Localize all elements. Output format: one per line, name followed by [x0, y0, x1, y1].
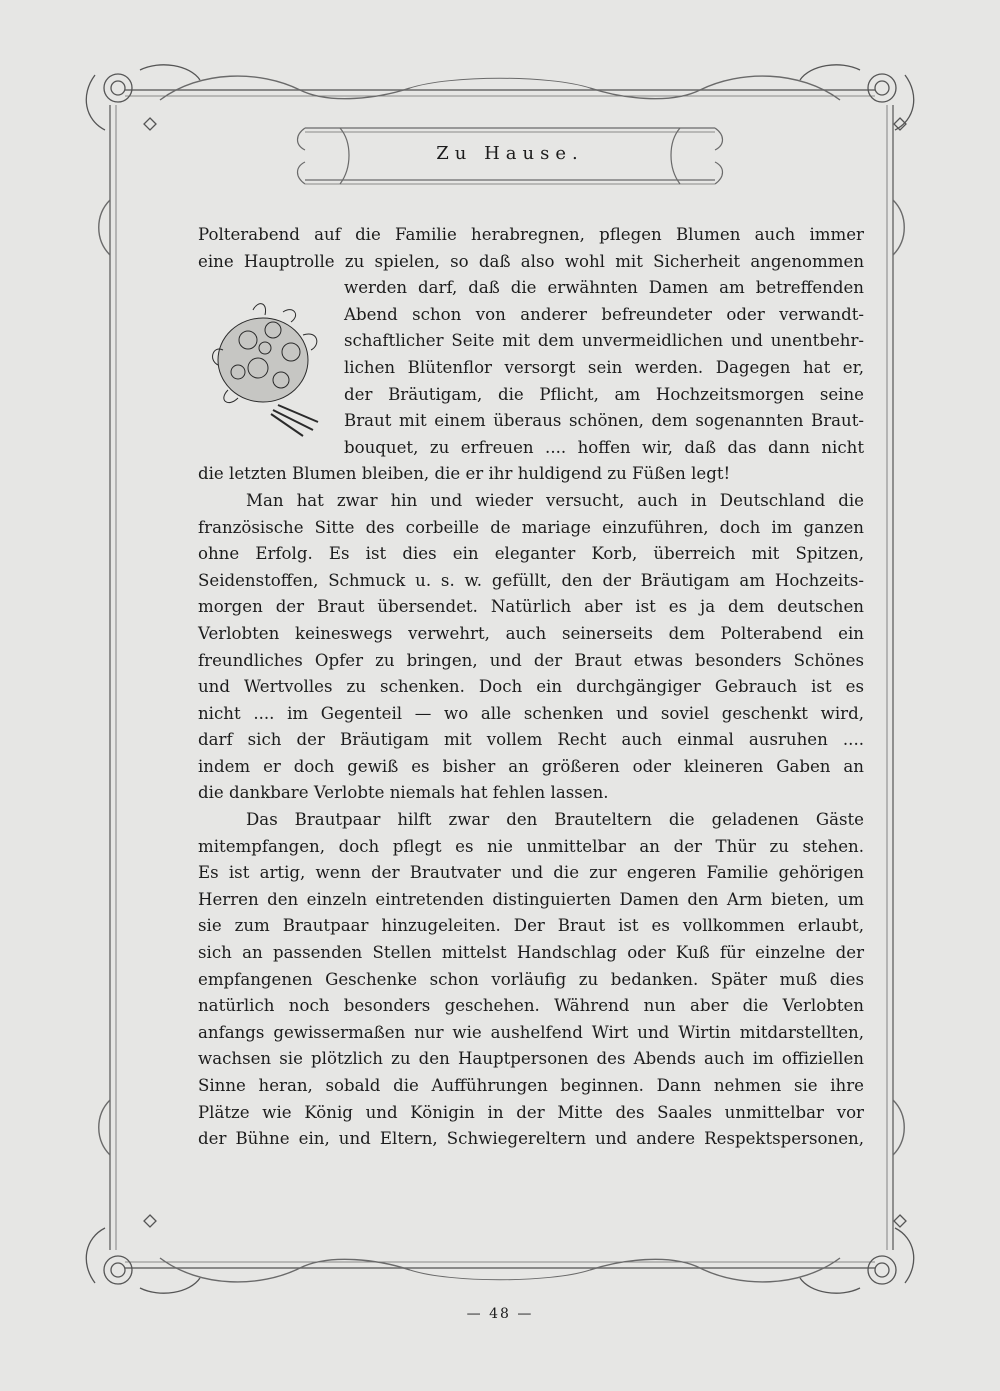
- text-line: der Bühne ein, und Eltern, Schwiegereltern und andere Respektspersonen,: [198, 1129, 864, 1149]
- text-line: lichen Blütenflor versorgt sein werden. Dagegen hat er,: [344, 357, 864, 377]
- text-line: sich an passenden Stellen mittelst Handschlag oder Kuß für einzelne der: [198, 943, 864, 963]
- text-line: anfangs gewissermaßen nur wie aushelfend Wirt und Wirtin mitdarstellten,: [198, 1022, 864, 1042]
- text-line: Abend schon von anderer befreundeter oder verwandt-: [344, 304, 864, 324]
- text-line: Polterabend auf die Familie herabregnen, pflegen Blumen auch immer: [198, 225, 864, 244]
- text-line: und Wertvolles zu schenken. Doch ein durchgängiger Gebrauch ist es: [198, 677, 864, 697]
- text-line: Es ist artig, wenn der Brautvater und die zur engeren Familie gehörigen: [198, 863, 864, 883]
- text-line: Man hat zwar hin und wieder versucht, auch in Deutschland die: [246, 490, 864, 510]
- page-number: — 48 —: [466, 1306, 534, 1322]
- text-line: freundliches Opfer zu bringen, und der Braut etwas besonders Schönes: [198, 650, 864, 670]
- text-line: die dankbare Verlobte niemals hat fehlen lassen.: [198, 783, 609, 803]
- text-line: Plätze wie König und Königin in der Mitte des Saales unmittelbar vor: [198, 1102, 864, 1122]
- text-line: Verlobten keineswegs verwehrt, auch seinerseits dem Polterabend ein: [198, 623, 864, 643]
- text-line: morgen der Braut übersendet. Natürlich aber ist es ja dem deutschen: [198, 597, 864, 617]
- text-line: sie zum Brautpaar hinzugeleiten. Der Braut ist es vollkommen erlaubt,: [198, 916, 864, 936]
- text-line: Herren den einzeln eintretenden distinguierten Damen den Arm bieten, um: [198, 889, 864, 909]
- text-line: der Bräutigam, die Pflicht, am Hochzeitsmorgen seine: [344, 384, 864, 404]
- text-line: Seidenstoffen, Schmuck u. s. w. gefüllt, den der Bräutigam am Hochzeits-: [198, 570, 864, 590]
- text-line: wachsen sie plötzlich zu den Hauptpersonen des Abends auch im offiziellen: [198, 1049, 864, 1069]
- text-line: ohne Erfolg. Es ist dies ein eleganter Korb, überreich mit Spitzen,: [198, 544, 864, 564]
- running-header-title: Zu Hause.: [436, 143, 584, 164]
- text-line: nicht .... im Gegenteil — wo alle schenken und soviel geschenkt wird,: [198, 703, 864, 723]
- text-line: Das Brautpaar hilft zwar den Brauteltern die geladenen Gäste: [246, 810, 864, 830]
- text-line: Braut mit einem überaus schönen, dem sogenannten Braut-: [344, 411, 864, 431]
- text-line: darf sich der Bräutigam mit vollem Recht auch einmal ausruhen ....: [198, 730, 864, 750]
- text-line: mitempfangen, doch pflegt es nie unmittelbar an der Thür zu stehen.: [198, 836, 864, 856]
- text-line: eine Hauptrolle zu spielen, so daß also wohl mit Sicherheit angenommen: [198, 251, 864, 271]
- text-line: schaftlicher Seite mit dem unvermeidlichen und unentbehr-: [344, 331, 864, 351]
- text-line: natürlich noch besonders geschehen. Während nun aber die Verlobten: [198, 996, 864, 1016]
- text-line: französische Sitte des corbeille de mariage einzuführen, doch im ganzen: [198, 517, 864, 537]
- text-line: Sinne heran, sobald die Aufführungen beginnen. Dann nehmen sie ihre: [198, 1076, 864, 1095]
- text-line: werden darf, daß die erwähnten Damen am betreffenden: [344, 278, 864, 298]
- text-line: die letzten Blumen bleiben, die er ihr huldigend zu Füßen legt!: [198, 464, 731, 484]
- body-text: [198, 222, 864, 1153]
- text-line: empfangenen Geschenke schon vorläufig zu bedanken. Später muß dies: [198, 969, 864, 989]
- text-line: indem er doch gewiß es bisher an größeren oder kleineren Gaben an: [198, 756, 864, 776]
- text-line: bouquet, zu erfreuen .... hoffen wir, daß das dann nicht: [344, 437, 864, 457]
